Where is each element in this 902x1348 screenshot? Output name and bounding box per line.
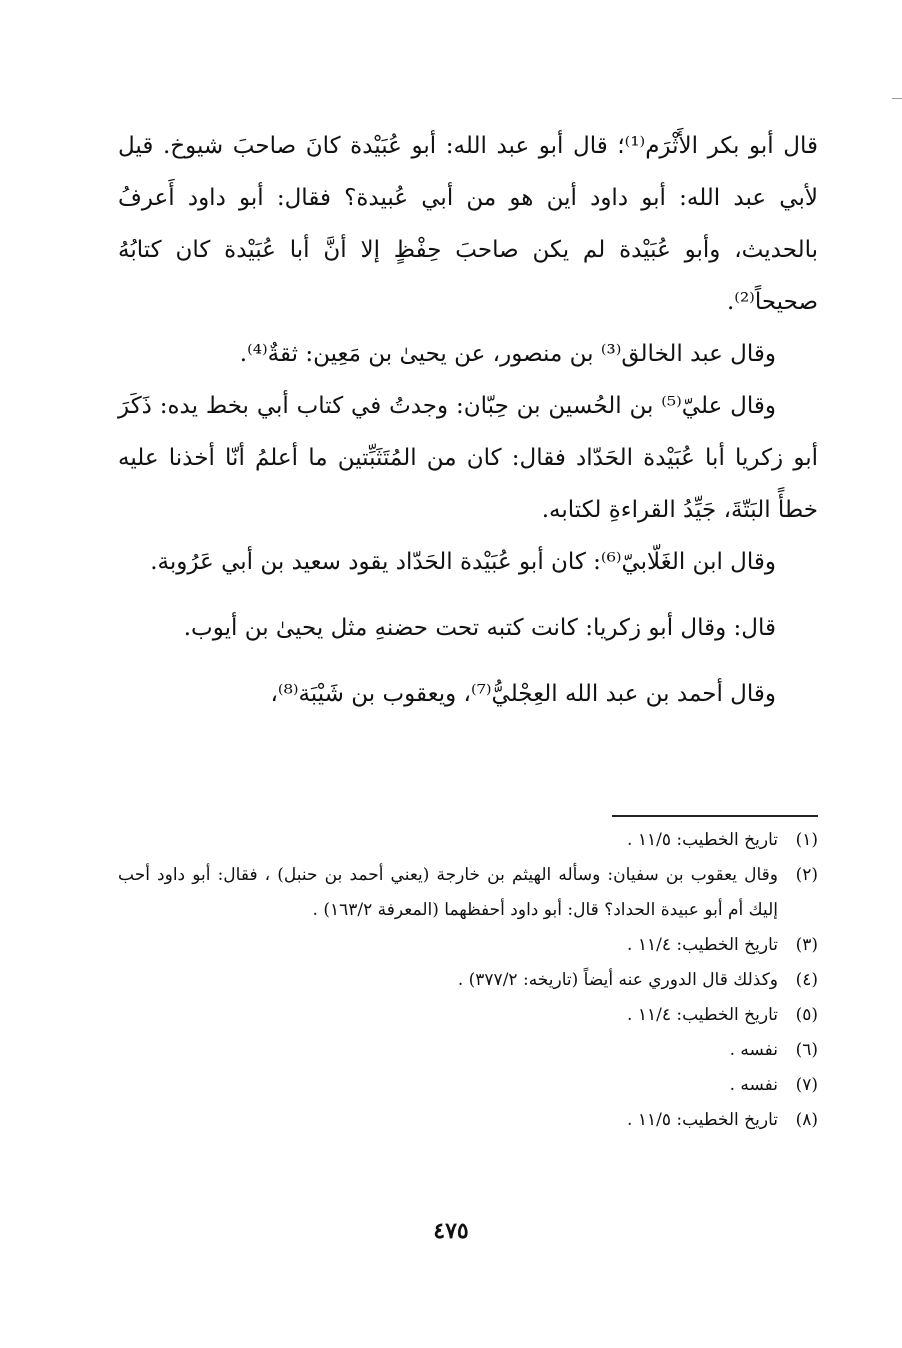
footnote (118, 998, 818, 1033)
footnote-text: تاريخ الخطيب: ١١/٥ . (627, 1110, 778, 1130)
footnote-number: (٦) (795, 1040, 818, 1060)
footnotes (118, 823, 818, 1138)
paragraph: وقال عبد الخالق⁽³⁾ بن منصور، عن يحيىٰ بن مَعِين: ثقةٌ⁽⁴⁾. (239, 341, 776, 367)
footnote-number: (٧) (795, 1075, 818, 1095)
footnote-separator (612, 815, 818, 817)
footnote (118, 858, 818, 928)
footnote (118, 928, 818, 963)
footnote-text: نفسه . (729, 1040, 778, 1060)
footnote-text: تاريخ الخطيب: ١١/٤ . (627, 1005, 778, 1025)
footnote-number: (٣) (795, 935, 818, 955)
footnote (118, 1033, 818, 1068)
footnote-text: وقال يعقوب بن سفيان: وسأله الهيثم بن خارجة (يعني أحمد بن حنبل) ، فقال: أبو داود أحب إليك أم أبو عبيدة الحداد؟ قال: أبو داود أحفظهما (المعرفة ١٦٣/٢) . (118, 865, 778, 920)
footnote-number: (٥) (795, 1005, 818, 1025)
paragraph: قال: وقال أبو زكريا: كانت كتبه تحت حضنهِ مثل يحيىٰ بن أيوب. (183, 615, 776, 641)
paragraph: وقال ابن الغَلّابيّ⁽⁶⁾: كان أبو عُبَيْدة الحَدّاد يقود سعيد بن أبي عَرُوبة. (150, 549, 776, 575)
footnote (118, 1068, 818, 1103)
paragraph: وقال عليّ⁽⁵⁾ بن الحُسين بن حِبّان: وجدتُ في كتاب أبي بخط يده: ذَكَرَ أبو زكريا أبا عُبَيْدة الحَدّاد فقال: كان من المُتَثَبِّتين ما أعلمُ أنّا أخذنا عليه خطأً البَتّةَ، جَيِّدُ القراءةِ لكتابه. (118, 393, 818, 523)
main-text (118, 120, 818, 720)
footnote (118, 1103, 818, 1138)
footnote-number: (١) (795, 830, 818, 850)
footnote-text: تاريخ الخطيب: ١١/٥ . (627, 830, 778, 850)
footnote (118, 823, 818, 858)
footnote-number: (٤) (795, 970, 818, 990)
footnote-text: تاريخ الخطيب: ١١/٤ . (627, 935, 778, 955)
footnote-number: (٨) (795, 1110, 818, 1130)
footnote (118, 963, 818, 998)
paragraph: قال أبو بكر الأَثْرَم⁽¹⁾؛ قال أبو عبد الله: أبو عُبَيْدة كانَ صاحبَ شيوخ. قيل لأبي عبد الله: أبو داود أين هو من أبي عُبيدة؟ فقال: أبو داود أَعرفُ بالحديث، وأبو عُبَيْدة لم يكن صاحبَ حِفْظٍ إلا أنَّ أبا عُبَيْدة كان كتابُهُ صحيحاً⁽²⁾. (118, 133, 818, 315)
footnote-number: (٢) (795, 865, 818, 885)
paragraph: وقال أحمد بن عبد الله العِجْليُّ⁽⁷⁾، ويعقوب بن شَيْبَة⁽⁸⁾، (270, 681, 776, 707)
footnote-text: نفسه . (729, 1075, 778, 1095)
margin-tick (892, 98, 902, 99)
page-number: ٤٧٥ (433, 1218, 469, 1244)
footnote-text: وكذلك قال الدوري عنه أيضاً (تاريخه: ٣٧٧/٢) . (457, 970, 778, 990)
